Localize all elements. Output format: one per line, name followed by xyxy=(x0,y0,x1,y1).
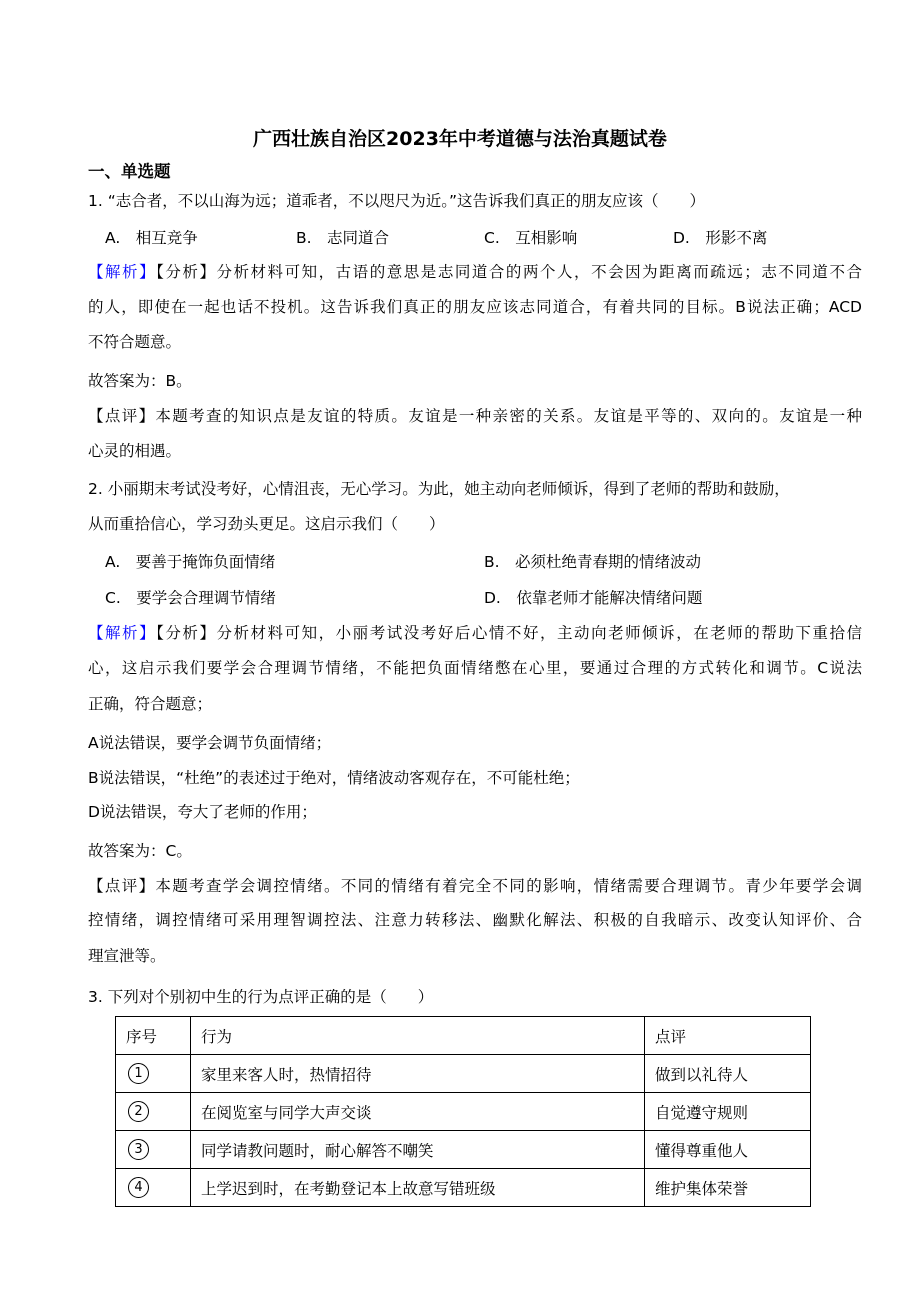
comment-cell: 维护集体荣誉 xyxy=(645,1169,811,1207)
behavior-table xyxy=(115,1016,811,1207)
q2-answer: 故答案为：C。 xyxy=(88,842,192,860)
jiexi-tag: 【解析】 xyxy=(88,263,157,281)
circled-number: 2 xyxy=(128,1101,149,1122)
behavior-cell: 在阅览室与同学大声交谈 xyxy=(191,1093,645,1131)
row-number-cell xyxy=(116,1093,191,1131)
q2-comment-line: 理宣泄等。 xyxy=(88,947,166,965)
table-row xyxy=(116,1093,811,1131)
header-cell: 序号 xyxy=(116,1017,191,1055)
q2-option-b: B. 必须杜绝青春期的情绪波动 xyxy=(484,553,702,571)
q2-analysis-line: A说法错误，要学会调节负面情绪； xyxy=(88,734,332,752)
q1-comment-line: 【点评】本题考查的知识点是友谊的特质。友谊是一种亲密的关系。友谊是平等的、双向的。友谊是一种 xyxy=(88,407,862,425)
header-cell: 行为 xyxy=(191,1017,645,1055)
q1-answer: 故答案为：B。 xyxy=(88,372,192,390)
q1-analysis-line: 的人，即使在一起也话不投机。这告诉我们真正的朋友应该志同道合，有着共同的目标。B说法正确；ACD xyxy=(88,298,862,316)
question-3-stem: 3. 下列对个别初中生的行为点评正确的是（ ） xyxy=(88,988,434,1006)
circled-number: 4 xyxy=(128,1177,149,1198)
q2-analysis-line: 心，这启示我们要学会合理调节情绪，不能把负面情绪憋在心里，要通过合理的方式转化和调节。C说法 xyxy=(88,659,862,677)
question-1-stem: 1. “志合者，不以山海为远；道乖者，不以咫尺为近。”这告诉我们真正的朋友应该（ ） xyxy=(88,192,706,210)
document-title: 广西壮族自治区2023年中考道德与法治真题试卷 xyxy=(253,128,667,150)
table-row xyxy=(116,1169,811,1207)
q2-analysis-line: D说法错误，夸大了老师的作用； xyxy=(88,803,317,821)
q2-option-d: D. 依靠老师才能解决情绪问题 xyxy=(484,589,703,607)
row-number-cell xyxy=(116,1169,191,1207)
q2-analysis-line: B说法错误，“杜绝”的表述过于绝对，情绪波动客观存在，不可能杜绝； xyxy=(88,769,580,787)
q2-comment-line: 控情绪，调控情绪可采用理智调控法、注意力转移法、幽默化解法、积极的自我暗示、改变认知评价、合 xyxy=(88,911,862,929)
q2-option-a: A. 要善于掩饰负面情绪 xyxy=(105,553,276,571)
circled-number: 1 xyxy=(128,1063,149,1084)
q1-option-d: D. 形影不离 xyxy=(673,229,768,247)
section-heading: 一、单选题 xyxy=(88,162,171,181)
q1-option-c: C. 互相影响 xyxy=(484,229,578,247)
jiexi-tag: 【解析】 xyxy=(88,624,157,642)
q1-option-a: A. 相互竞争 xyxy=(105,229,198,247)
q2-analysis-text: 【分析】分析材料可知，小丽考试没考好后心情不好，主动向老师倾诉，在老师的帮助下重拾信 xyxy=(156,624,862,642)
q2-option-c: C. 要学会合理调节情绪 xyxy=(105,589,276,607)
row-number-cell xyxy=(116,1131,191,1169)
table-row xyxy=(116,1131,811,1169)
comment-cell: 自觉遵守规则 xyxy=(645,1093,811,1131)
question-2-stem: 2. 小丽期末考试没考好，心情沮丧，无心学习。为此，她主动向老师倾诉，得到了老师的帮助和鼓励， xyxy=(88,480,790,498)
q2-analysis-line xyxy=(88,623,862,643)
q1-comment-line: 心灵的相遇。 xyxy=(88,442,182,460)
question-2-stem: 从而重拾信心，学习劲头更足。这启示我们（ ） xyxy=(88,515,445,533)
table-row xyxy=(116,1055,811,1093)
comment-cell: 做到以礼待人 xyxy=(645,1055,811,1093)
table-header-row xyxy=(116,1017,811,1055)
q2-comment-line: 【点评】本题考查学会调控情绪。不同的情绪有着完全不同的影响，情绪需要合理调节。青少年要学会调 xyxy=(88,877,862,895)
q1-analysis-line: 不符合题意。 xyxy=(88,333,182,351)
q1-analysis-line xyxy=(88,262,862,282)
behavior-cell: 家里来客人时，热情招待 xyxy=(191,1055,645,1093)
comment-cell: 懂得尊重他人 xyxy=(645,1131,811,1169)
behavior-cell: 同学请教问题时，耐心解答不嘲笑 xyxy=(191,1131,645,1169)
circled-number: 3 xyxy=(128,1139,149,1160)
header-cell: 点评 xyxy=(645,1017,811,1055)
q1-analysis-text: 【分析】分析材料可知，古语的意思是志同道合的两个人，不会因为距离而疏远；志不同道不合 xyxy=(156,263,862,281)
q2-analysis-line: 正确，符合题意； xyxy=(88,695,213,713)
q1-option-b: B. 志同道合 xyxy=(296,229,390,247)
row-number-cell xyxy=(116,1055,191,1093)
behavior-cell: 上学迟到时，在考勤登记本上故意写错班级 xyxy=(191,1169,645,1207)
